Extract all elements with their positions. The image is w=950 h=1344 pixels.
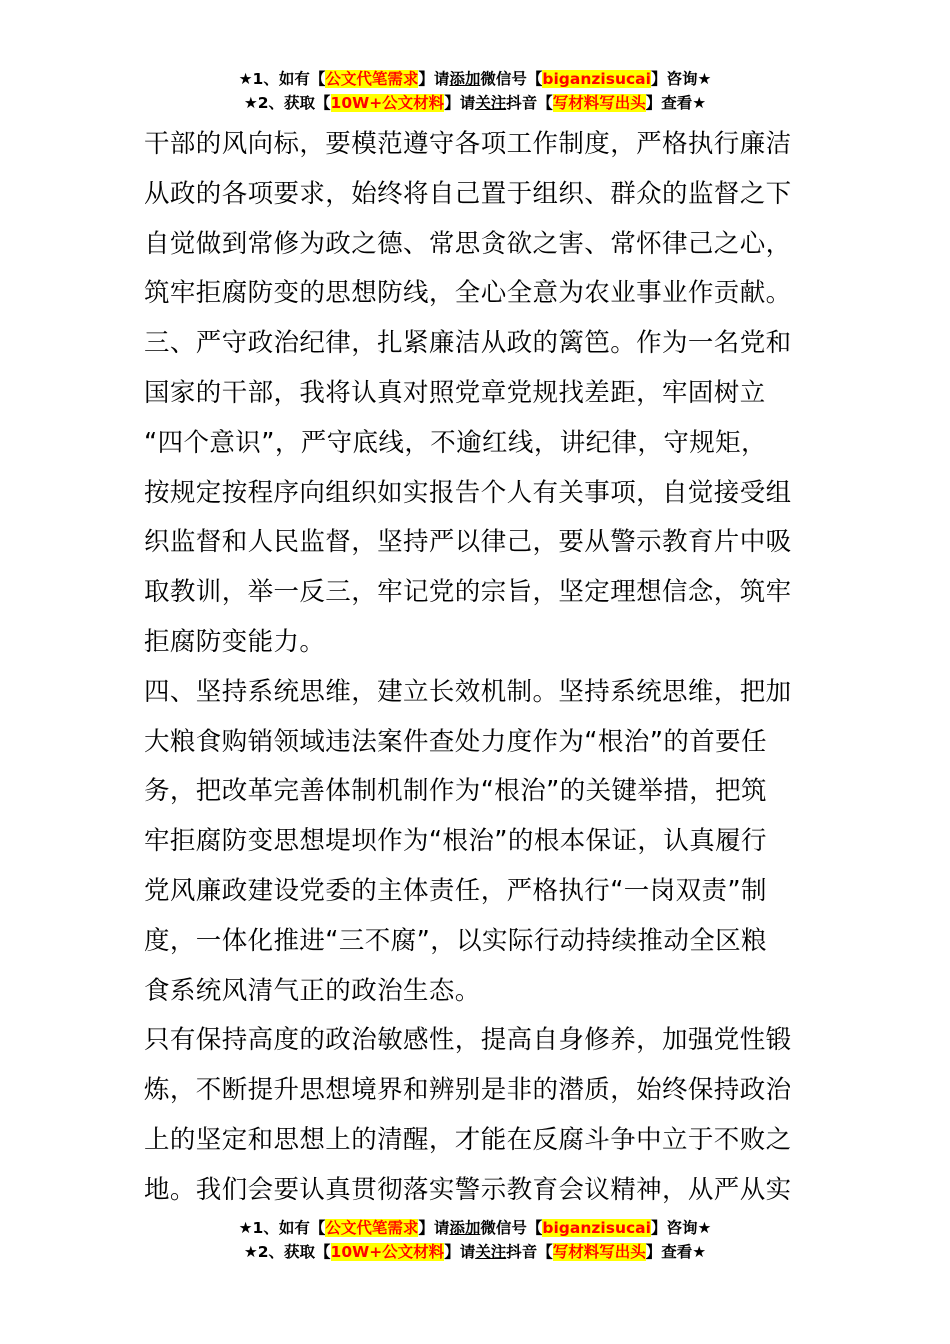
section-heading-line: 三、严守政治纪律，扎紧廉洁从政的篱笆。作为一名党和 xyxy=(144,328,792,359)
text-line: 国家的干部，我将认真对照党章党规找差距，牢固树立 xyxy=(144,377,766,408)
text-line: 食系统风清气正的政治生态。 xyxy=(144,975,481,1006)
footer-banner xyxy=(0,1216,950,1264)
banner-line-2: ★2、获取【10W+公文材料】请关注抖音【写材料写出头】查看★ xyxy=(243,1243,707,1261)
banner-highlight-wechat-id: biganzisucai xyxy=(542,1219,651,1237)
text-line: 大粮食购销领域违法案件查处力度作为“根治”的首要任 xyxy=(144,726,767,757)
text-line: 党风廉政建设党委的主体责任，严格执行“一岗双责”制 xyxy=(144,875,767,906)
banner-highlight-writing-service: 公文代笔需求 xyxy=(325,1219,419,1237)
text-line: 自觉做到常修为政之德、常思贪欲之害、常怀律己之心， xyxy=(144,228,792,259)
banner-highlight-douyin: 写材料写出头 xyxy=(552,94,646,112)
text-line: 牢拒腐防变思想堤坝作为“根治”的根本保证，认真履行 xyxy=(144,826,767,857)
text-line: 织监督和人民监督，坚持严以律己，要从警示教育片中吸 xyxy=(144,527,792,558)
text-line: 取教训，举一反三，牢记党的宗旨，坚定理想信念，筑牢 xyxy=(144,577,792,608)
banner-highlight-douyin: 写材料写出头 xyxy=(552,1243,646,1261)
text-line: 从政的各项要求，始终将自己置于组织、群众的监督之下 xyxy=(144,178,792,209)
text-line: “四个意识”，严守底线，不逾红线，讲纪律，守规矩， xyxy=(144,427,767,458)
banner-highlight-materials: 10W+公文材料 xyxy=(330,94,445,112)
text-line: 上的坚定和思想上的清醒，才能在反腐斗争中立于不败之 xyxy=(144,1124,792,1155)
banner-highlight-materials: 10W+公文材料 xyxy=(330,1243,445,1261)
section-heading-line: 四、坚持系统思维，建立长效机制。坚持系统思维，把加 xyxy=(144,676,792,707)
document-body xyxy=(144,120,812,1216)
text-line: 按规定按程序向组织如实报告个人有关事项，自觉接受组 xyxy=(144,477,792,508)
text-line: 炼，不断提升思想境界和辨别是非的潜质，始终保持政治 xyxy=(144,1075,792,1106)
text-line: 地。我们会要认真贯彻落实警示教育会议精神，从严从实 xyxy=(144,1174,792,1205)
banner-line-1: ★1、如有【公文代笔需求】请添加微信号【biganzisucai】咨询★ xyxy=(238,1219,712,1237)
banner-highlight-writing-service: 公文代笔需求 xyxy=(325,70,419,88)
text-line: 筑牢拒腐防变的思想防线，全心全意为农业事业作贡献。 xyxy=(144,278,792,309)
text-line: 只有保持高度的政治敏感性，提高自身修养，加强党性锻 xyxy=(144,1025,792,1056)
text-line: 务，把改革完善体制机制作为“根治”的关键举措，把筑 xyxy=(144,776,767,807)
text-line: 拒腐防变能力。 xyxy=(144,626,326,657)
text-line: 度，一体化推进“三不腐”，以实际行动持续推动全区粮 xyxy=(144,925,767,956)
header-banner xyxy=(0,67,950,115)
banner-line-1: ★1、如有【公文代笔需求】请添加微信号【biganzisucai】咨询★ xyxy=(238,70,712,88)
text-line: 干部的风向标，要模范遵守各项工作制度，严格执行廉洁 xyxy=(144,129,792,159)
banner-highlight-wechat-id: biganzisucai xyxy=(542,70,651,88)
banner-line-2: ★2、获取【10W+公文材料】请关注抖音【写材料写出头】查看★ xyxy=(243,94,707,112)
